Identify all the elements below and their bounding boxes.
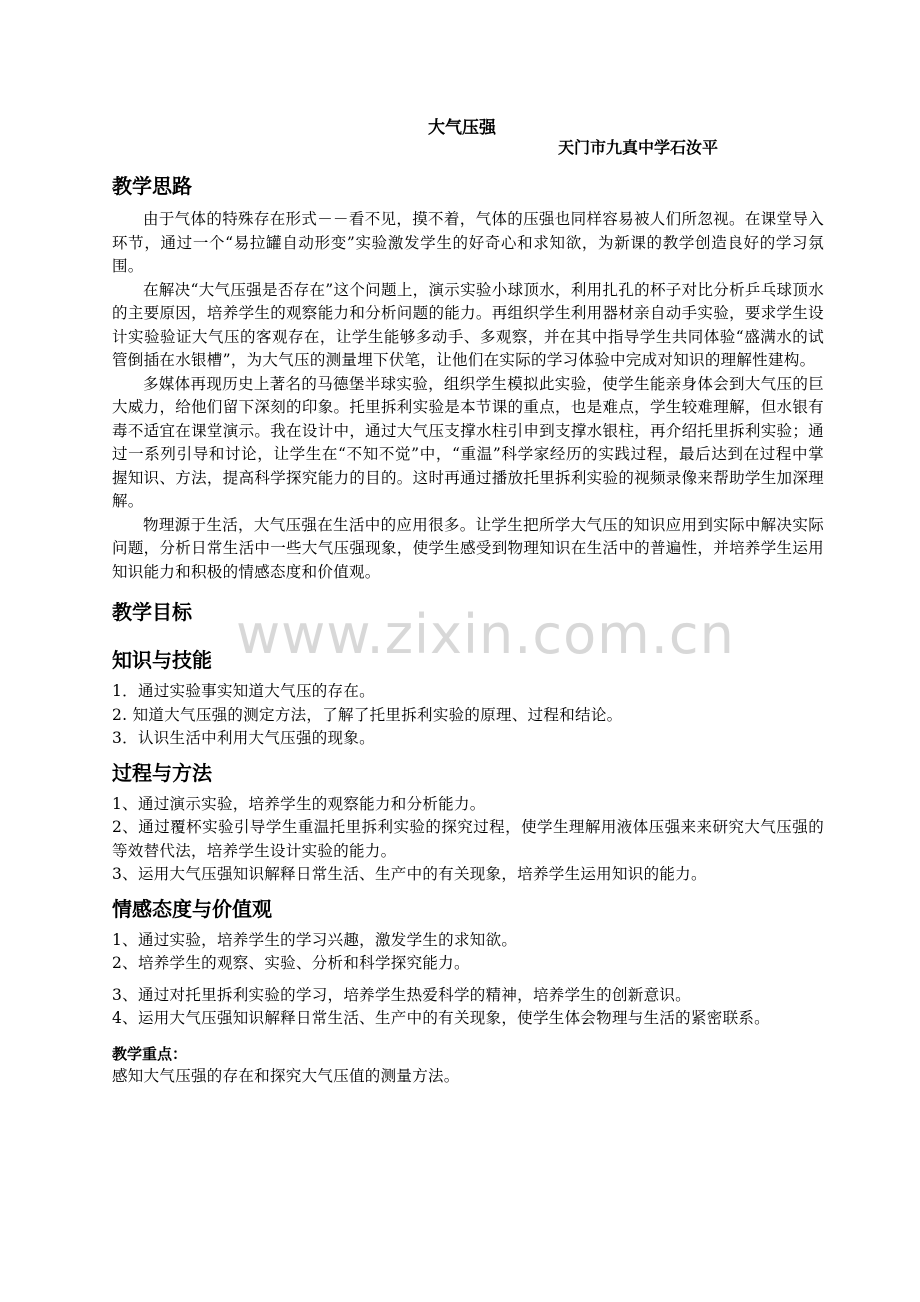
document-title: 大气压强 xyxy=(428,118,496,138)
heading-teaching-goals: 教学目标 xyxy=(112,600,192,624)
list-item: 3、通过对托里拆利实验的学习，培养学生热爱科学的精神，培养学生的创新意识。 xyxy=(112,985,691,1004)
paragraph: 感知大气压强的存在和探究大气压值的测量方法。 xyxy=(112,1066,460,1085)
paragraph: 物理源于生活，大气压强在生活中的应用很多。让学生把所学大气压的知识应用到实际中解决实际问题，分析日常生活中一些大气压强现象，使学生感受到物理知识在生活中的普遍性，并培养学生运用知识能力和积极的情感态度和价值观。 xyxy=(112,515,824,581)
paragraph: 多媒体再现历史上著名的马德堡半球实验，组织学生模拟此实验，使学生能亲身体会到大气压的巨大威力，给他们留下深刻的印象。托里拆利实验是本节课的重点，也是难点，学生较难理解，但水银有毒不适宜在课堂演示。我在设计中，通过大气压支撑水柱引申到支撑水银柱，再介绍托里拆利实验；通过一系列引导和讨论，让学生在“不知不觉”中，“重温”科学家经历的实践过程，最后达到在过程中掌握知识、方法，提高科学探究能力的目的。这时再通过播放托里拆利实验的视频录像来帮助学生加深理解。 xyxy=(112,374,824,510)
list-item: 2、培养学生的观察、实验、分析和科学探究能力。 xyxy=(112,954,470,972)
paragraph: 在解决“大气压强是否存在”这个问题上，演示实验小球顶水，利用扎孔的杯子对比分析乒乓球顶水的主要原因，培养学生的观察能力和分析问题的能力。再组织学生利用器材亲自动手实验，要求学生设计实验验证大气压的客观存在，让学生能够多动手、多观察，并在其中指导学生共同体验“盛满水的试管倒插在水银槽”，为大气压的测量埋下伏笔，让他们在实际的学习体验中完成对知识的理解性建构。 xyxy=(112,280,824,369)
heading-teaching-focus: 教学重点： xyxy=(112,1044,188,1063)
heading-attitudes-values: 情感态度与价值观 xyxy=(112,896,272,921)
list-item: 2. 知道大气压强的测定方法，了解了托里拆利实验的原理、过程和结论。 xyxy=(112,705,623,724)
heading-knowledge-skills: 知识与技能 xyxy=(112,648,212,672)
heading-teaching-approach: 教学思路 xyxy=(112,174,192,198)
list-item: 3．认识生活中利用大气压强的现象。 xyxy=(112,729,375,747)
list-item: 3、运用大气压强知识解释日常生活、生产中的有关现象，培养学生运用知识的能力。 xyxy=(112,865,707,883)
list-item: 1．通过实验事实知道大气压的存在。 xyxy=(112,682,375,700)
list-item: 1、通过实验，培养学生的学习兴趣，激发学生的求知欲。 xyxy=(112,930,518,949)
list-item: 2、通过覆杯实验引导学生重温托里拆利实验的探究过程，使学生理解用液体压强来来研究大气压强的等效替代法，培养学生设计实验的能力。 xyxy=(112,818,824,860)
author-line: 天门市九真中学石汝平 xyxy=(558,138,719,157)
document-body xyxy=(112,172,824,1088)
watermark: www.zixin.com.cn xyxy=(236,603,735,666)
list-item: 1、通过演示实验，培养学生的观察能力和分析能力。 xyxy=(112,794,486,813)
paragraph: 由于气体的特殊存在形式－－看不见，摸不着，气体的压强也同样容易被人们所忽视。在课堂导入环节，通过一个“易拉罐自动形变”实验激发学生的好奇心和求知欲，为新课的教学创造良好的学习氛围。 xyxy=(112,210,824,275)
heading-process-methods: 过程与方法 xyxy=(112,760,212,785)
list-item: 4、运用大气压强知识解释日常生活、生产中的有关现象，使学生体会物理与生活的紧密联系。 xyxy=(112,1009,770,1027)
